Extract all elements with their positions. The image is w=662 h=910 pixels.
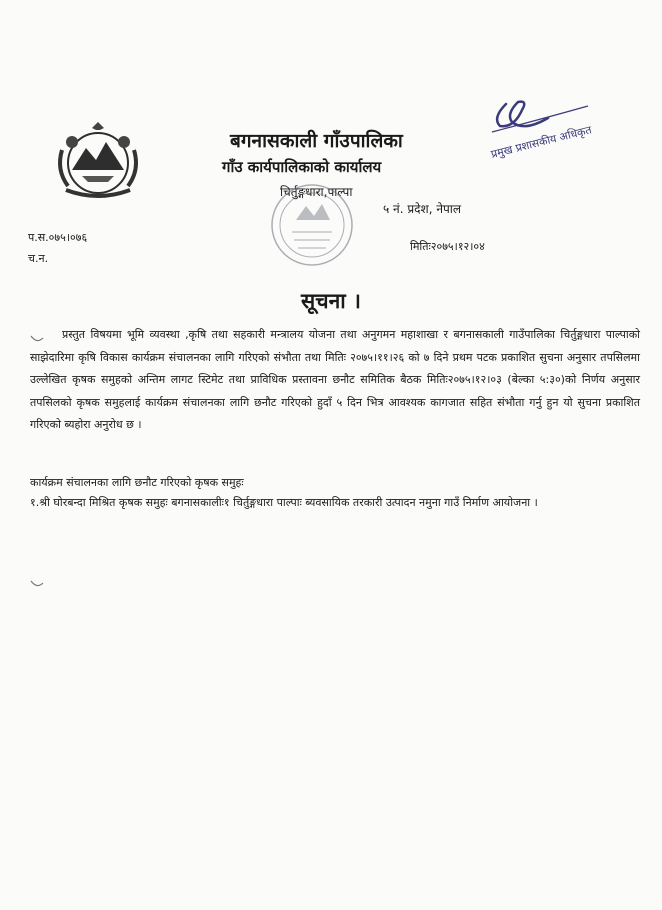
dispatch-number: च.न. xyxy=(28,252,49,265)
notice-body: प्रस्तुत विषयमा भूमि व्यवस्था ,कृषि तथा सहकारी मन्त्रालय योजना तथा अनुगमन महाशाखा र बगनासकाली गाउँपालिका चिर्तुङ्गधारा पाल्पाको साझेदारिमा कृषि विकास कार्यक्रम संचालनका लागि गरिएको संभौता तथा मितिः २०७५।११।२६ को ७ दिने प्रथम पटक प्रकाशित सुचना अनुसार तपसिलमा उल्लेखित कृषक समुहको अन्तिम लागट स्टिमेट तथा प्राविधिक प्रस्तावना छनौट समितिक बैठक मितिः२०७५।१२।०३ (बेल्का ५:३०)को निर्णय अनुसार तपसिलको कृषक समुहलाई कार्यक्रम संचालनका लागि छनौट गरिएको हुदाँ ५ दिन भित्र आवश्यक कागजात सहित संभौता गर्नु हुन यो सुचना प्रकाशित गरिएको ब्यहोरा अनुरोध छ । xyxy=(30,328,640,431)
selection-heading: कार्यक्रम संचालनका लागि छनौट गरिएको कृषक समुहः xyxy=(30,476,244,489)
selection-item: १.श्री घोरबन्दा मिश्रित कृषक समुहः बगनासकालीः१ चिर्तुङ्गधारा पाल्पाः ब्यवसायिक तरकारी उत्पादन नमुना गाउँ निर्माण आयोजना । xyxy=(30,496,538,509)
reference-number: प.स.०७५।०७६ xyxy=(28,231,88,244)
office-province: ५ नं. प्रदेश, नेपाल xyxy=(383,202,462,216)
svg-text:प्रमुख प्रशासकीय अधिकृत: प्रमुख प्रशासकीय अधिकृत xyxy=(489,123,593,161)
punch-mark-icon xyxy=(30,328,44,336)
notice-date: मितिः२०७५।१२।०४ xyxy=(410,240,485,253)
office-address: चिर्तुङ्गधारा,पाल्पा xyxy=(280,185,353,199)
punch-mark-icon xyxy=(30,573,44,581)
org-name: बगनासकाली गाँउपालिका xyxy=(230,130,403,152)
office-stamp-icon xyxy=(262,180,362,270)
signature-icon xyxy=(478,92,636,172)
nepal-emblem-icon xyxy=(52,120,144,202)
notice-title: सूचना । xyxy=(301,289,361,313)
office-name: गाँउ कार्यपालिकाको कार्यालय xyxy=(222,158,382,176)
